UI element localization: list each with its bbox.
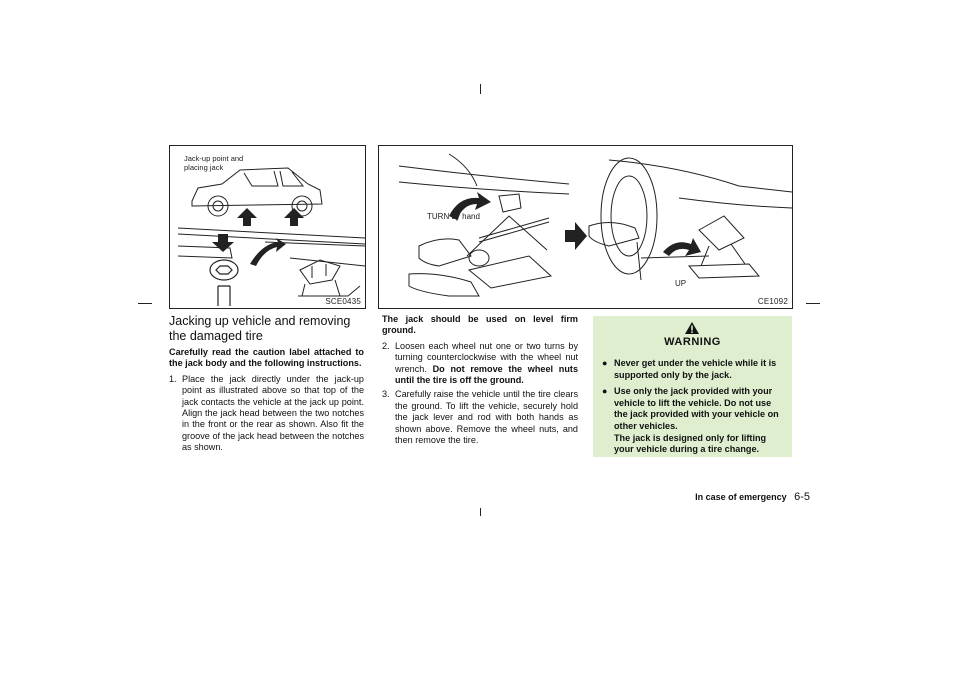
figure-label-up: UP: [675, 279, 687, 288]
left-column: [169, 347, 364, 457]
step-number: 3.: [382, 389, 390, 400]
figure-jacking-procedure: [378, 145, 793, 309]
warning-item: ● Use only the jack provided with your vehicle to lift the vehicle. Do not use the jack provided with your vehicle on other vehicles. The jack is designed only for lifting your vehicle during a tire change.: [602, 386, 779, 455]
figure-jack-up-point: [169, 145, 366, 309]
warning-list: [602, 358, 786, 461]
warning-item: ● Never get under the vehicle while it is supported only by the jack.: [602, 358, 777, 380]
bullet-icon: ●: [602, 358, 608, 368]
crop-mark-top: [480, 84, 481, 94]
step-text: Loosen each wheel nut one or two turns by turning counterclockwise with the wheel nut wrench.: [395, 340, 578, 374]
step-2: [382, 341, 578, 387]
figure-code: CE1092: [757, 297, 788, 306]
step-1: [169, 374, 364, 454]
warning-box: [593, 316, 792, 457]
crop-mark-left: [138, 303, 152, 304]
figure-code: SCE0435: [325, 297, 361, 306]
crop-mark-bottom: [480, 508, 481, 516]
chapter-label: In case of emergency: [695, 492, 787, 502]
step-number: 2.: [382, 340, 390, 351]
bullet-icon: ●: [602, 386, 608, 397]
page-number: 6-5: [794, 491, 810, 503]
jacking-procedure-illustration: [379, 146, 792, 308]
page-footer: [660, 487, 810, 505]
warning-triangle-icon: [685, 322, 699, 334]
warning-title: WARNING: [664, 336, 721, 348]
caution-intro: Carefully read the caution label attached to the jack body and the following instructions.: [169, 347, 364, 369]
middle-column: [382, 314, 578, 449]
step-text: Place the jack directly under the jack-up point as illustrated above so that top of the jack contacts the vehicle at the jack up point. Align the jack head between the two notches in the front or the rear as shown. Also fit the groove of the jack head between the notches as shown.: [182, 373, 364, 453]
step-emphasis: Do not remove the wheel nuts until the tire is off the ground.: [395, 363, 578, 386]
turn-arrow-icon: [663, 238, 701, 256]
figure-label-turn-by-hand: TURN by hand: [427, 212, 480, 221]
figure-label-jack-up-point: Jack-up point and placing jack: [184, 154, 244, 172]
jack-point-arrow-icon: [237, 208, 257, 226]
next-step-arrow-icon: [565, 222, 587, 250]
step-number: 1.: [169, 373, 177, 384]
step-text: Carefully raise the vehicle until the tire clears the ground. To lift the vehicle, securely hold the jack lever and rod with both hands as shown above. Remove the wheel nuts, and then remove the tire.: [395, 389, 578, 446]
crop-mark-right: [806, 303, 820, 304]
section-title: Jacking up vehicle and removing the damaged tire: [169, 314, 351, 343]
step-3: [382, 389, 578, 446]
ground-note: The jack should be used on level firm ground.: [382, 314, 578, 336]
